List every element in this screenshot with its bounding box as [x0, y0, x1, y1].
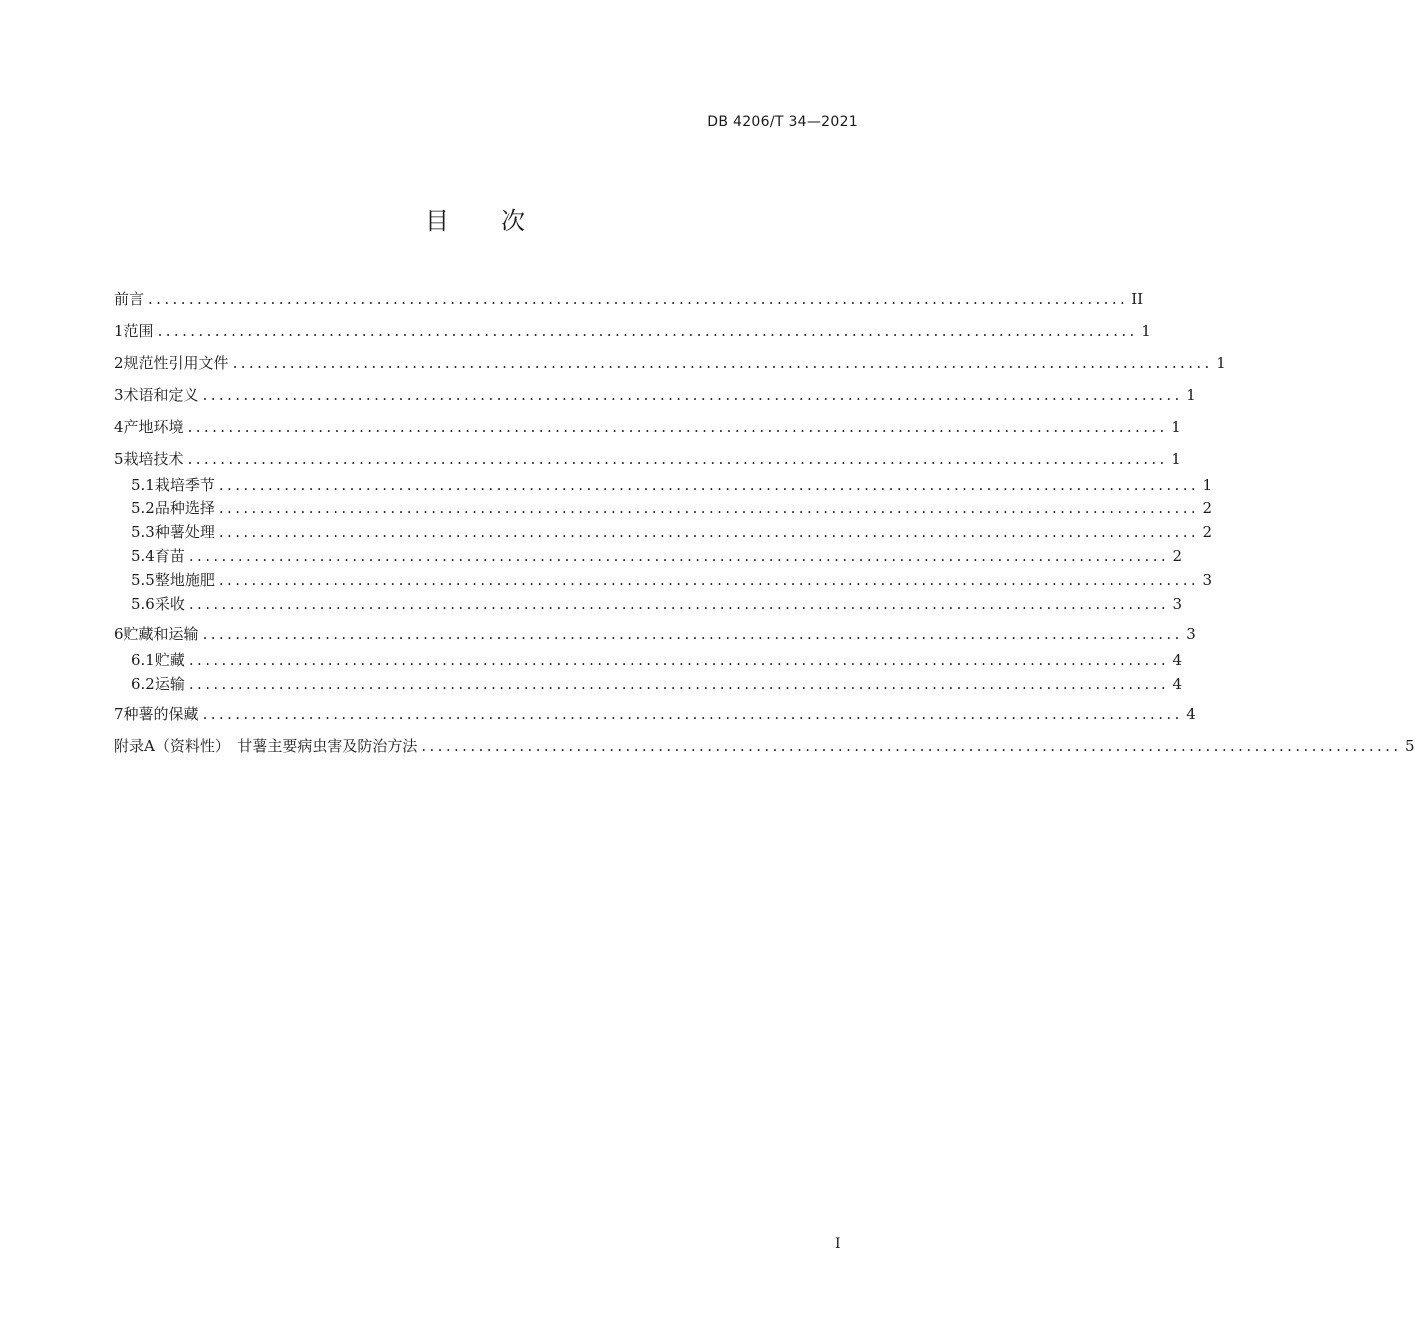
toc-entry-number: 3: [114, 386, 124, 404]
toc-entry-5[interactable]: [114, 448, 1181, 470]
leader-dots: ........................................................................................................................: [188, 547, 1170, 565]
toc-entry-page: 2: [1202, 499, 1213, 517]
toc-entry-number: 5.3: [131, 523, 155, 541]
toc-entry-number: 4: [114, 418, 124, 436]
toc-entry-label: 范围: [123, 322, 154, 340]
toc-entry-label: 种薯处理: [154, 523, 215, 541]
toc-entry-number: 5.4: [131, 547, 155, 565]
toc-entry-5-5[interactable]: [131, 569, 1213, 591]
leader-dots: ........................................................................................................................: [157, 322, 1138, 340]
toc-entry-foreword[interactable]: [114, 288, 1144, 310]
toc-entry-5-1[interactable]: [131, 474, 1213, 496]
toc-entry-7[interactable]: [114, 703, 1196, 725]
title-char-1: 目: [425, 207, 449, 235]
toc-entry-label: 运输: [154, 675, 185, 693]
toc-entry-page: 2: [1202, 523, 1213, 541]
leader-dots: ........................................................................................................................: [421, 737, 1402, 755]
toc-entry-page: 1: [1141, 322, 1151, 340]
toc-entry-5-3[interactable]: [131, 521, 1213, 543]
toc-entry-label: 品种选择: [154, 499, 215, 517]
leader-dots: ........................................................................................................................: [187, 450, 1168, 468]
toc-entry-label: 种薯的保藏: [123, 705, 199, 723]
toc-entry-page: 1: [1171, 450, 1181, 468]
toc-entry-page: 3: [1202, 571, 1213, 589]
toc-entry-label: 产地环境: [123, 418, 184, 436]
toc-entry-label: 育苗: [154, 547, 185, 565]
leader-dots: ........................................................................................................................: [232, 354, 1213, 372]
leader-dots: ........................................................................................................................: [202, 386, 1183, 404]
toc-entry-number: 5.6: [131, 595, 155, 613]
toc-entry-number: 6: [114, 625, 124, 643]
toc-entry-number: 5.1: [131, 476, 155, 494]
leader-dots: ........................................................................................................................: [188, 651, 1170, 669]
toc-entry-label: 栽培技术: [123, 450, 184, 468]
toc-entry-page: 2: [1172, 547, 1183, 565]
toc-entry-label: 整地施肥: [154, 571, 215, 589]
toc-entry-appendix-a[interactable]: [114, 735, 1415, 757]
toc-entry-label: 术语和定义: [123, 386, 199, 404]
toc-entry-number: 2: [114, 354, 124, 372]
toc-entry-page: 1: [1216, 354, 1226, 372]
leader-dots: ........................................................................................................................: [188, 595, 1170, 613]
leader-dots: ........................................................................................................................: [218, 523, 1200, 541]
toc-entry-1[interactable]: [114, 320, 1151, 342]
toc-entry-5-6[interactable]: [131, 593, 1183, 615]
page-title: [0, 201, 950, 236]
toc-entry-label: 前言: [114, 290, 145, 308]
toc-entry-page: 5: [1404, 737, 1415, 755]
leader-dots: ........................................................................................................................: [202, 625, 1183, 643]
toc-entry-page: 4: [1172, 675, 1183, 693]
toc-entry-2[interactable]: [114, 352, 1226, 374]
toc-entry-5-2[interactable]: [131, 497, 1213, 519]
leader-dots: ........................................................................................................................: [148, 290, 1129, 308]
toc-entry-label: 采收: [154, 595, 185, 613]
toc-entry-page: 1: [1171, 418, 1181, 436]
toc-entry-5-4[interactable]: [131, 545, 1183, 567]
leader-dots: ........................................................................................................................: [188, 675, 1170, 693]
leader-dots: ........................................................................................................................: [218, 571, 1200, 589]
toc-entry-number: 5.5: [131, 571, 155, 589]
document-code: DB 4206/T 34—2021: [707, 114, 858, 130]
toc-entry-page: 3: [1186, 625, 1196, 643]
toc-entry-6-2[interactable]: [131, 673, 1183, 695]
leader-dots: ........................................................................................................................: [218, 499, 1200, 517]
toc-entry-number: 5.2: [131, 499, 155, 517]
leader-dots: ........................................................................................................................: [187, 418, 1168, 436]
toc-entry-page: 1: [1186, 386, 1196, 404]
toc-entry-label: 贮藏: [154, 651, 185, 669]
toc-entry-page: 4: [1186, 705, 1196, 723]
toc-entry-page: 4: [1172, 651, 1183, 669]
toc-entry-6-1[interactable]: [131, 649, 1183, 671]
page-number: I: [835, 1236, 841, 1252]
toc-entry-page: 3: [1172, 595, 1183, 613]
toc-entry-label: 栽培季节: [154, 476, 215, 494]
leader-dots: ........................................................................................................................: [218, 476, 1200, 494]
toc-entry-label: 贮藏和运输: [123, 625, 199, 643]
toc-entry-number: 7: [114, 705, 124, 723]
toc-entry-4[interactable]: [114, 416, 1181, 438]
toc-entry-6[interactable]: [114, 623, 1196, 645]
toc-entry-number: 6.2: [131, 675, 155, 693]
toc-entry-label: 附录A（资料性） 甘薯主要病虫害及防治方法: [114, 737, 418, 755]
title-char-2: 次: [501, 207, 525, 235]
toc-entry-page: II: [1131, 290, 1144, 308]
toc-entry-label: 规范性引用文件: [123, 354, 229, 372]
leader-dots: ........................................................................................................................: [202, 705, 1183, 723]
toc-entry-page: 1: [1202, 476, 1213, 494]
toc-entry-number: 1: [114, 322, 124, 340]
toc-entry-number: 6.1: [131, 651, 155, 669]
toc-entry-number: 5: [114, 450, 124, 468]
toc-entry-3[interactable]: [114, 384, 1196, 406]
